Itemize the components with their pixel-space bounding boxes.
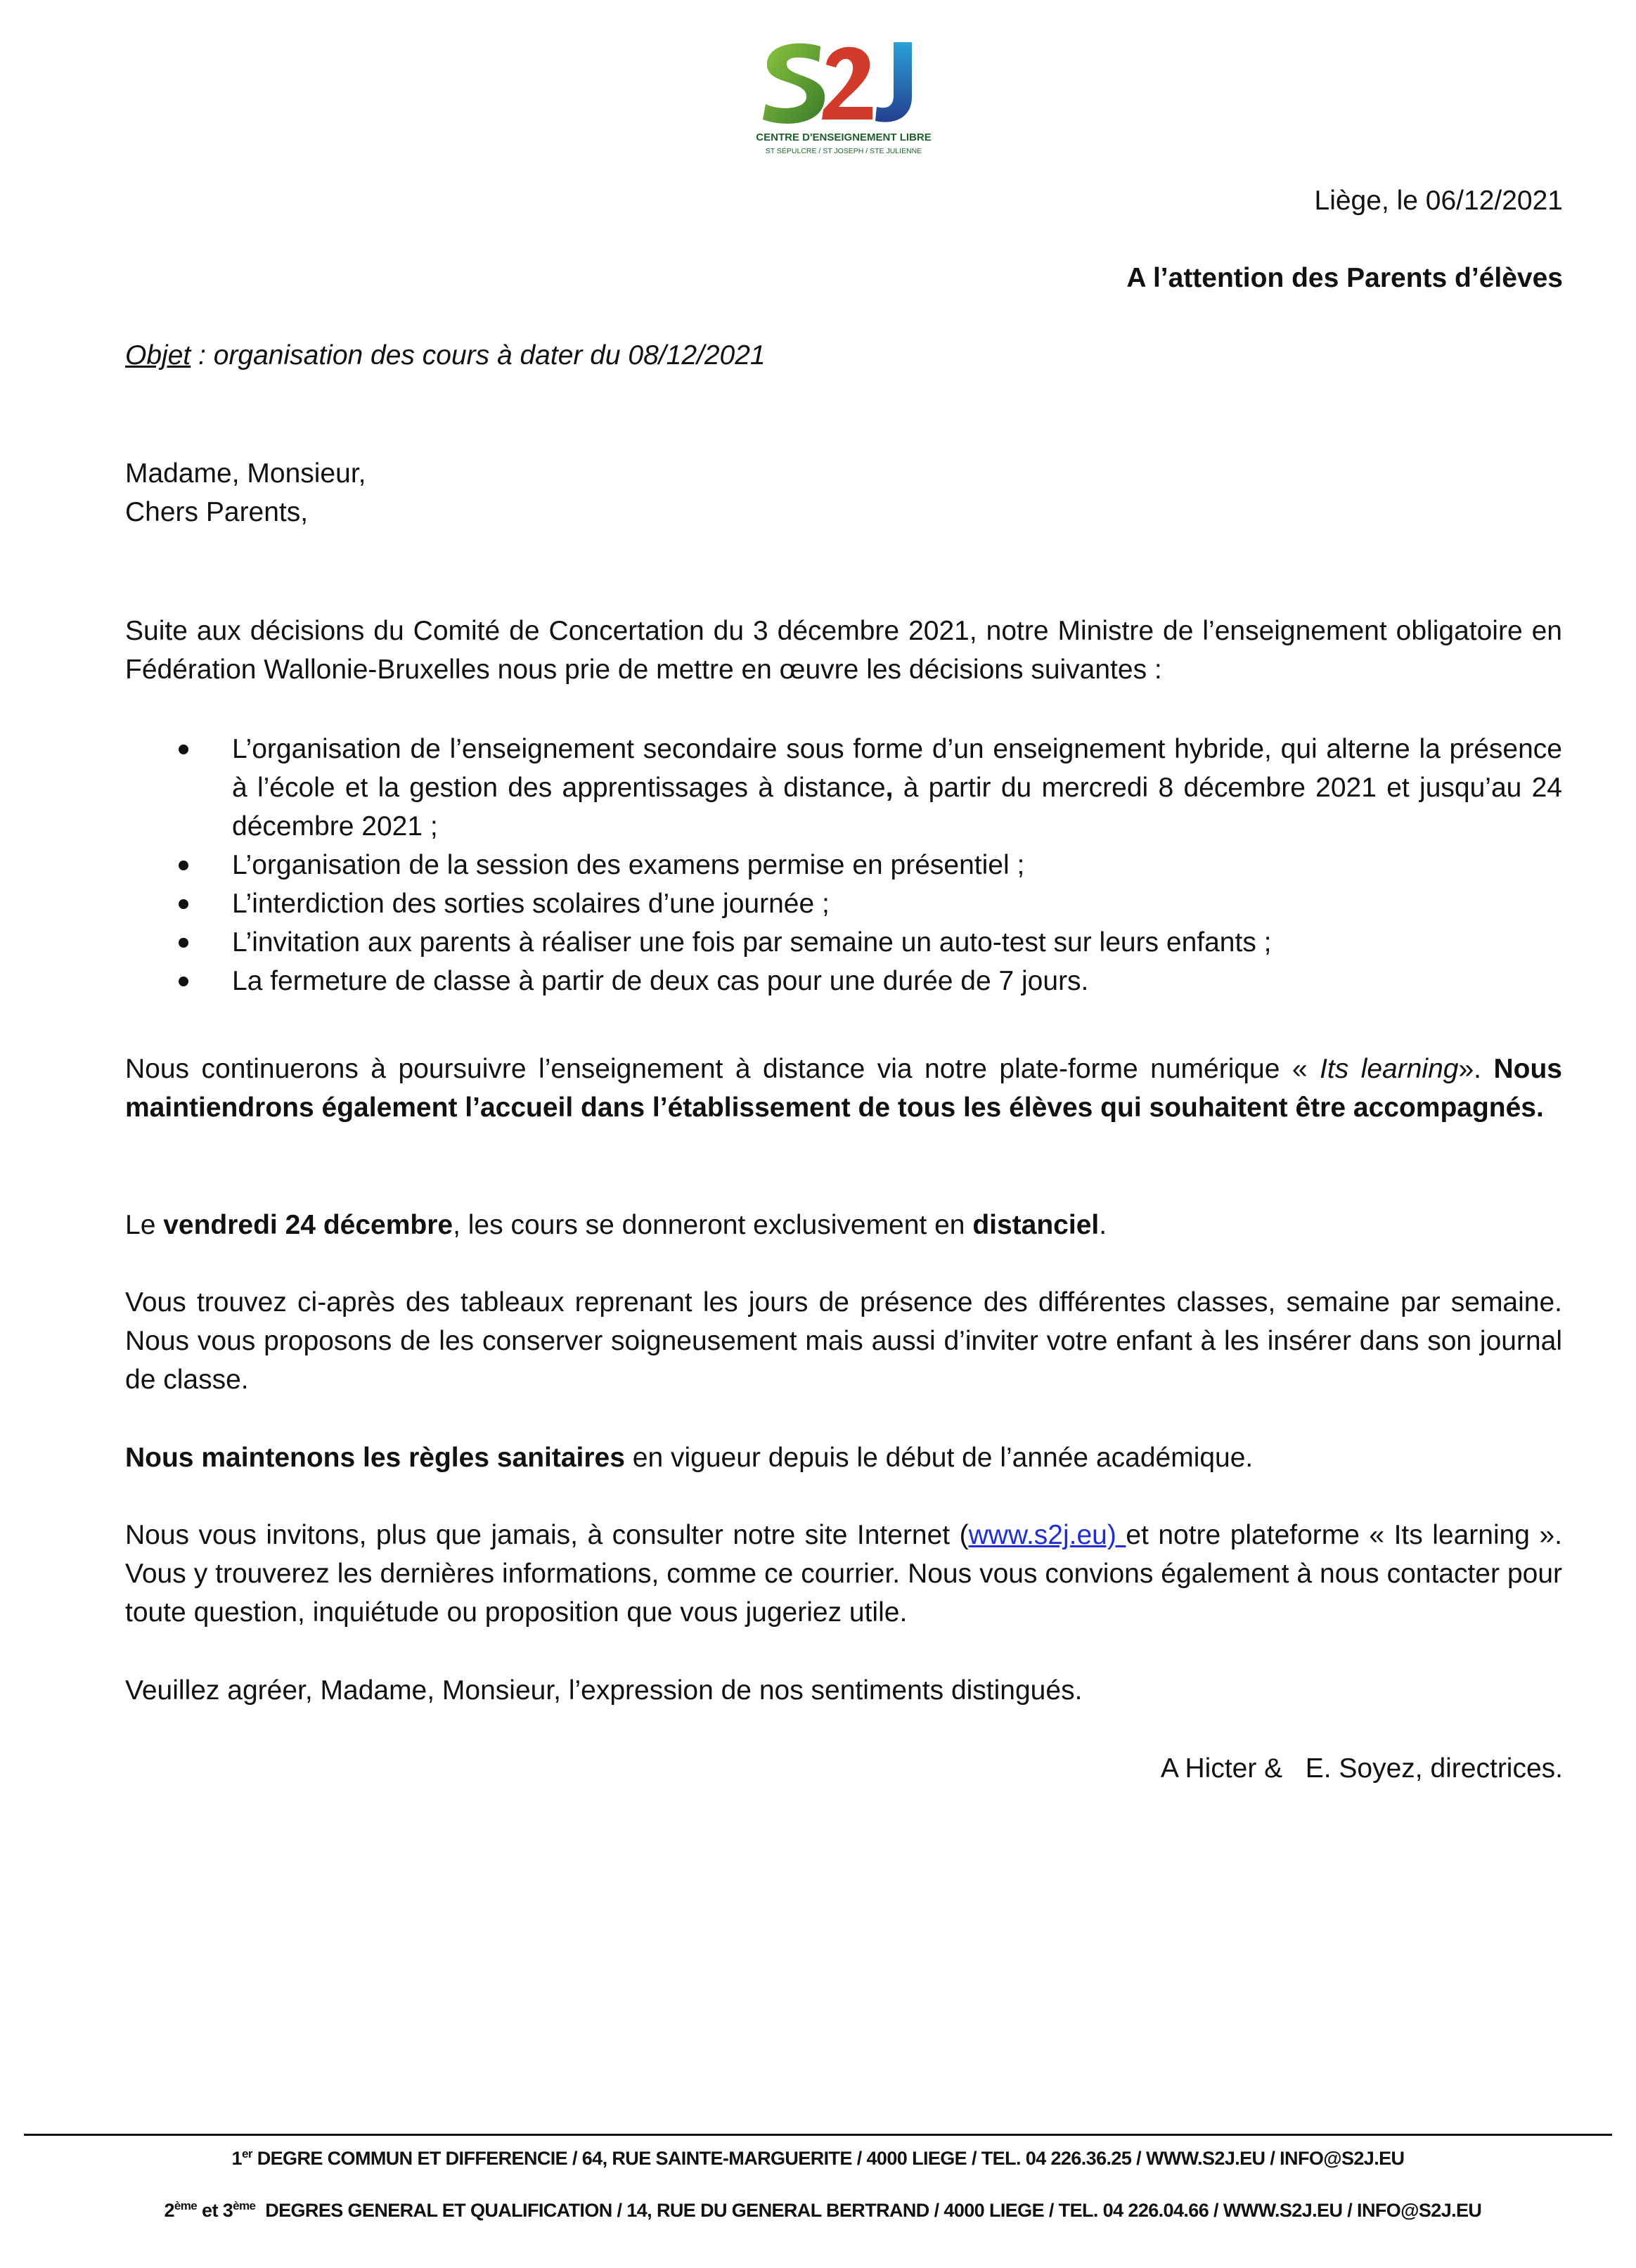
footer-line2 (0, 2172, 1636, 2223)
website-text-end: et notre plateforme « Its learning ». Vous y trouverez les dernières informations, comme ce courrier. Nous vous convions également à nous contacter pour toute question, inquiétude ou proposition que vous jugeriez utile. (125, 1520, 1562, 1628)
welcome-statement: Nous maintiendrons également l’accueil dans l’établissement de tous les élèves qui souhaitent être accompagnés. (125, 1054, 1562, 1123)
website-link[interactable]: www.s2j.eu) (968, 1520, 1126, 1550)
place-date: Liège, le 06/12/2021 (1314, 186, 1563, 216)
friday-date: vendredi 24 décembre (163, 1210, 453, 1240)
decision-text: L’organisation de la session des examens permise en présentiel ; (232, 850, 1025, 880)
bullet-icon (179, 977, 188, 986)
logo-line1: CENTRE D'ENSEIGNEMENT LIBRE (756, 131, 932, 143)
rules-bold: Nous maintenons les règles sanitaires (125, 1443, 625, 1473)
friday-text: Le (125, 1210, 164, 1240)
closing-line: Veuillez agréer, Madame, Monsieur, l’expression de nos sentiments distingués. (125, 1675, 1083, 1706)
bullet-icon (179, 861, 188, 870)
list-item (125, 730, 1562, 846)
list-item (125, 923, 1562, 962)
decisions-list (125, 730, 1562, 1000)
decision-comma: , (885, 773, 894, 803)
recipient-line: A l’attention des Parents d’élèves (1126, 263, 1563, 293)
bullet-icon (179, 938, 188, 948)
intro-paragraph: Suite aux décisions du Comité de Concertation du 3 décembre 2021, notre Ministre de l’enseignement obligatoire en Fédération Wallonie-Bruxelles nous prie de mettre en œuvre les décisions suivantes : (125, 616, 1562, 685)
decision-text: L’invitation aux parents à réaliser une fois par semaine un auto-test sur leurs enfants ; (232, 927, 1272, 958)
salutation-line2: Chers Parents, (125, 497, 309, 527)
website-text: Nous vous invitons, plus que jamais, à consulter notre site Internet ( (125, 1520, 969, 1550)
friday-mode: distanciel (972, 1210, 1100, 1240)
footer-divider (24, 2134, 1612, 2136)
friday-text-mid: , les cours se donneront exclusivement en (453, 1210, 973, 1240)
footer-degree-sup3: ème (233, 2199, 256, 2212)
decision-text: L’interdiction des sorties scolaires d’une journée ; (232, 889, 830, 919)
footer-line1 (0, 2146, 1636, 2171)
list-item (125, 962, 1562, 1000)
footer-address1: DEGRE COMMUN ET DIFFERENCIE / 64, RUE SAINTE-MARGUERITE / 4000 LIEGE / TEL. 04 226.36.25 / WWW.S2J.EU / INFO@S2J.EU (252, 2148, 1405, 2169)
distance-text: Nous continuerons à poursuivre l’enseignement à distance via notre plate-forme numérique « (125, 1054, 1320, 1084)
bullet-icon (179, 899, 188, 909)
tables-paragraph: Vous trouvez ci-après des tableaux reprenant les jours de présence des différentes classes, semaine par semaine. Nous vous proposons de les conserver soigneusement mais aussi d’inviter votre enfant à les insérer dans son journal de classe. (125, 1287, 1562, 1395)
footer-address2: DEGRES GENERAL ET QUALIFICATION / 14, RUE DU GENERAL BERTRAND / 4000 LIEGE / TEL. 04 226.04.66 / WWW.S2J.EU / INFO@S2J.EU (255, 2200, 1482, 2221)
decision-text-end: à partir du mercredi 8 décembre 2021 et jusqu’au 24 décembre 2021 ; (232, 773, 1562, 842)
rules-text: en vigueur depuis le début de l’année académique. (624, 1443, 1254, 1473)
list-item (125, 884, 1562, 923)
decision-text: L’organisation de l’enseignement secondaire sous forme d’un enseignement hybride, qui alterne la présence à l’école et la gestion des apprentissages à distance (232, 734, 1562, 803)
distance-text-end: ». (1458, 1054, 1494, 1084)
website-paragraph (125, 1516, 1562, 1632)
friday-paragraph (125, 1206, 1562, 1244)
school-logo (756, 37, 932, 163)
platform-name: Its learning (1320, 1054, 1459, 1084)
rules-paragraph (125, 1438, 1562, 1477)
footer-degree-num2: 2 (164, 2200, 174, 2221)
logo-line2: ST SÉPULCRE / ST JOSEPH / STE JULIENNE (765, 147, 922, 155)
footer-degree-sup2: ème (174, 2199, 198, 2212)
signature: A Hicter & E. Soyez, directrices. (1160, 1753, 1563, 1784)
bullet-icon (179, 745, 188, 754)
footer-degree-sup: er (241, 2147, 252, 2160)
distance-paragraph (125, 1050, 1562, 1127)
friday-text-end: . (1099, 1210, 1107, 1240)
footer-degree-mid: et 3 (197, 2200, 233, 2221)
subject-text: : organisation des cours à dater du 08/12/2021 (191, 340, 766, 371)
subject-label: Objet (125, 340, 191, 371)
footer-degree-num: 1 (231, 2148, 242, 2169)
decision-text: La fermeture de classe à partir de deux cas pour une durée de 7 jours. (232, 966, 1089, 996)
subject-line (125, 336, 1562, 375)
salutation-line1: Madame, Monsieur, (125, 458, 366, 489)
list-item (125, 846, 1562, 884)
